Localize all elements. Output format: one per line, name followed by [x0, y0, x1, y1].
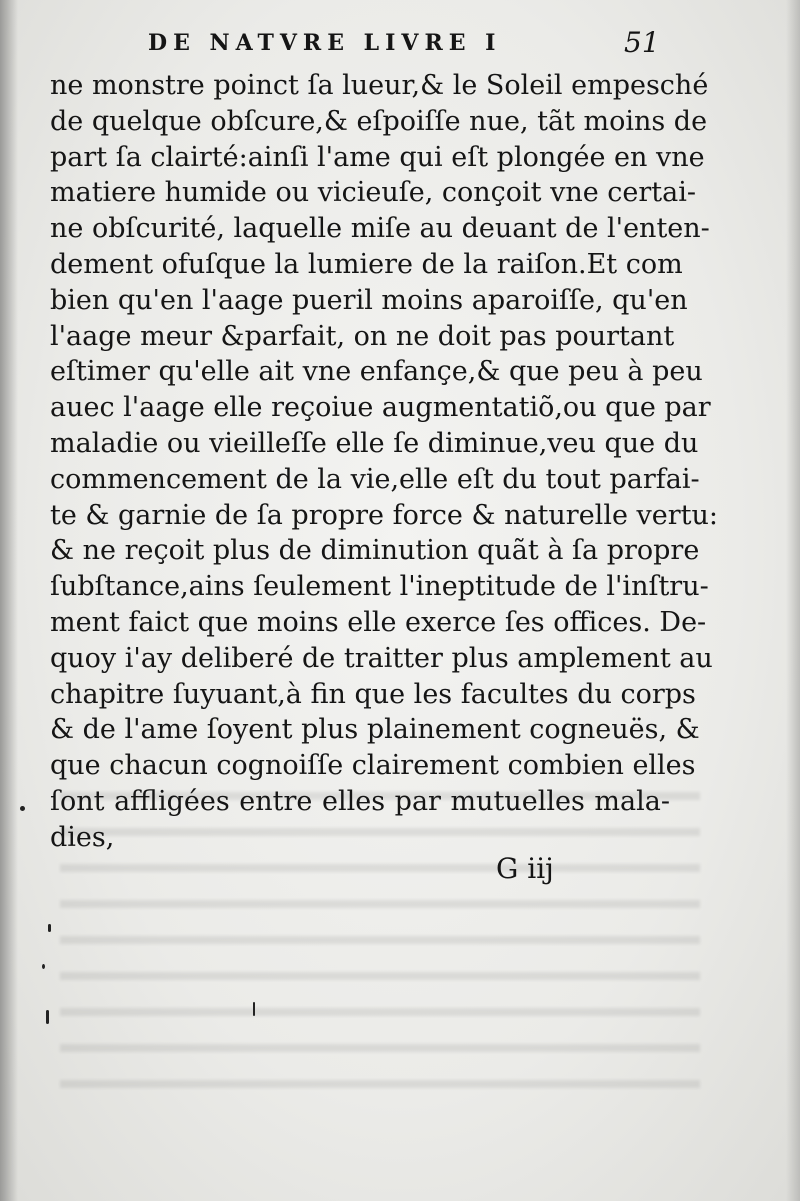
text-line: ne obſcurité, laquelle miſe au deuant de l'enten-	[50, 213, 710, 245]
ink-speck	[46, 1010, 49, 1024]
gutter-shadow	[0, 0, 18, 1201]
running-head: DE NATVRE LIVRE I	[148, 30, 502, 56]
text-line: quoy i'ay deliberé de traitter plus amplement au	[50, 642, 713, 674]
text-line: dies,	[50, 821, 115, 853]
text-line: bien qu'en l'aage pueril moins aparoiſſe, qu'en	[50, 284, 688, 316]
text-line: auec l'aage elle reçoiue augmentatiõ,ou que par	[50, 392, 711, 424]
ink-speck	[42, 964, 45, 969]
text-line: ment faict que moins elle exerce ſes offices. De-	[50, 606, 707, 638]
text-line: & de l'ame ſoyent plus plainement cogneuës, &	[50, 714, 700, 746]
body-text	[50, 68, 718, 856]
text-line: que chacun cognoiſſe clairement combien elles	[50, 750, 696, 782]
text-line: te & garnie de ſa propre force & naturelle vertu:	[50, 499, 718, 531]
text-line: commencement de la vie,elle eſt du tout parfai-	[50, 463, 700, 495]
text-line: l'aage meur &parfait, on ne doit pas pourtant	[50, 320, 675, 352]
text-line: dement ofuſque la lumiere de la raiſon.Et com	[50, 248, 683, 280]
text-line: maladie ou vieilleſſe elle ſe diminue,veu que du	[50, 427, 699, 459]
text-line: ne monstre poinct ſa lueur,& le Soleil empesché	[50, 70, 709, 101]
text-line: chapitre ſuyuant,à fin que les facultes du corps	[50, 678, 696, 710]
page-number: 51	[624, 26, 660, 59]
ink-speck	[253, 1002, 255, 1016]
edge-shadow	[786, 0, 800, 1201]
ink-speck	[48, 924, 51, 932]
ink-speck	[20, 806, 25, 811]
signature-mark: G iij	[496, 852, 554, 885]
text-line: ſont affligées entre elles par mutuelles mala-	[50, 785, 670, 817]
text-line: ſubſtance,ains ſeulement l'ineptitude de l'inſtru-	[50, 571, 709, 603]
text-line: part ſa clairté:ainſi l'ame qui eſt plongée en vne	[50, 141, 705, 173]
text-line: de quelque obſcure,& eſpoiſſe nue, tãt moins de	[50, 105, 708, 137]
text-line: & ne reçoit plus de diminution quãt à ſa propre	[50, 535, 700, 567]
text-line: eſtimer qu'elle ait vne enfançe,& que peu à peu	[50, 356, 703, 388]
text-line: matiere humide ou vicieuſe, conçoit vne certai-	[50, 177, 696, 209]
